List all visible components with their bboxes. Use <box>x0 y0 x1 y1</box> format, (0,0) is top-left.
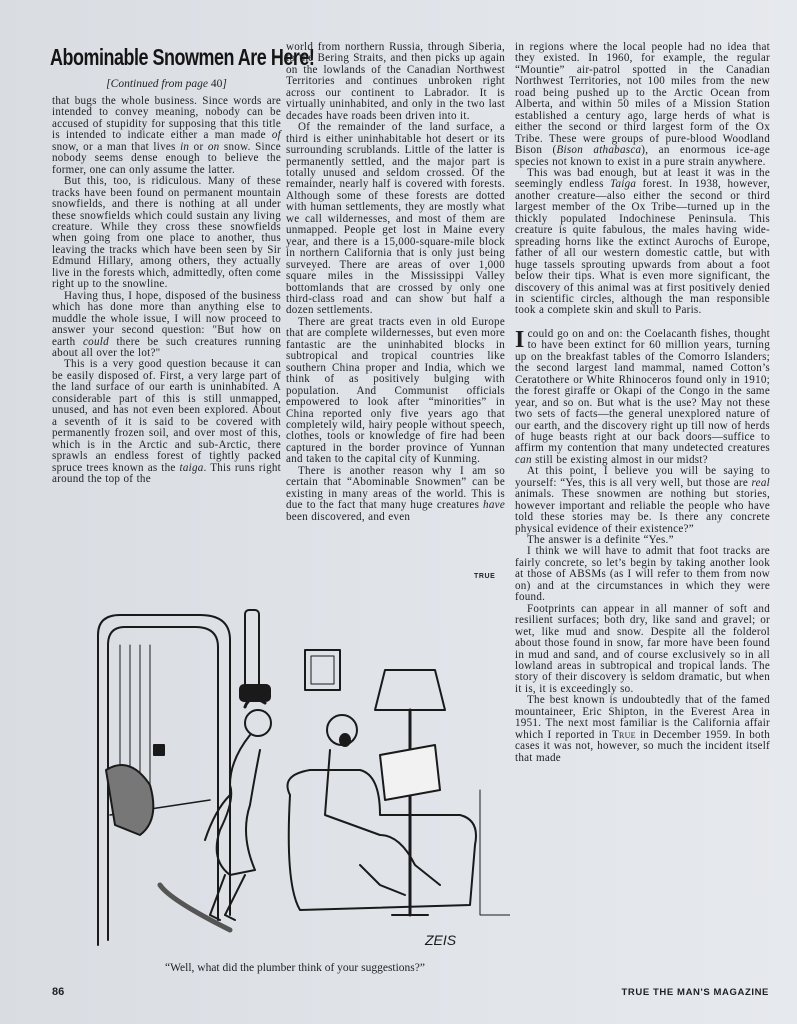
italic-text: on <box>207 140 220 153</box>
paragraph <box>52 96 281 176</box>
italic-text: taiga <box>179 461 204 474</box>
text-column-1 <box>52 96 281 485</box>
paragraph <box>515 546 770 603</box>
drop-cap: I <box>515 326 525 353</box>
italic-text: real <box>751 476 770 489</box>
cartoonist-signature: ZEIS <box>425 932 457 948</box>
text-run: But this, too, is ridiculous. Many of these tracks have been found on permanent mountain snowfields, and there is nothing at all under these snowfields which could sustain any living creature. While they cross these snowfields when going from one place to another, thus leaving the tracks which have been seen by Sir Edmund Hillary, among others, they actually live in the forests which, admittedly, often come right up to the snowline. <box>52 175 281 291</box>
continued-suffix: ] <box>222 78 227 90</box>
man-in-armchair <box>288 715 477 910</box>
doorway <box>98 615 230 945</box>
text-run: True <box>612 728 636 741</box>
text-run: There are great tracts even in old Europe that are complete wildernesses, but even more fantastic are the uninhabited blocks in subtropical and tropical countries like southern China proper and India, which we think of as positively bulging with population. And Communist officials empowered to look after “minorities” in China reported only five years ago that completely wild, hairy people without speech, clothes, tools or knowledge of fire had been captured in the border province of Yunnan and taken to the capital city of Kunming. <box>286 315 505 466</box>
paragraph <box>515 42 770 168</box>
text-run: that bugs the whole business. Since words are intended to convey meaning, nobody can be accused of stupidity for supposing that this title is intended to indicate either a man made <box>52 95 281 142</box>
italic-text: Taiga <box>610 178 637 191</box>
magazine-footer: TRUE THE MAN'S MAGAZINE <box>621 987 769 998</box>
text-run: Of the remainder of the land surface, a third is either uninhabitable hot desert or its surrounding scrublands. Little of the latter is permanently settled, and the major part is totally unused and seldom crossed. Of the remainder, nearly half is covered with forests. Although some of these forests are dotted with human settlements, they are mostly what we call wildernesses, and most of them are unmapped. People get lost in Maine every year, and there is a 15,000-square-mile block in northern California that is only just being surveyed. There are areas of over 1,000 square miles in the Mississippi Valley bottomlands that are crossed by only one third-class road and can show but half a dozen settlements. <box>286 121 505 317</box>
text-run: in regions where the local people had no idea that they existed. In 1960, for example, the regular “Mountie” air-patrol spotted in the Canadian Northwest Territories, not 100 miles from the new road being pushed up to the Arctic Ocean from Alberta, and within 50 miles of a Mission Station established a century ago, large herds of what is either the second or third largest form of the Ox Tribe. These were groups of pure-blood Woodland Bison ( <box>515 41 770 157</box>
text-run: I think we will have to admit that foot tracks are fairly concrete, so let’s begin by taking another look at those of ABSMs (as I will refer to them from now on) and at the circumstances in which they were found. <box>515 545 770 604</box>
picture-frame <box>305 650 340 690</box>
text-run: snow. Since nobody seems dense enough to believe the former, one can only assume the latter. <box>52 140 281 176</box>
text-run: . This runs right around the top of the <box>52 461 281 485</box>
paragraph <box>52 359 281 485</box>
text-column-2 <box>286 42 505 523</box>
text-run: ), an enormous ice-age species not known to exist in a pure strain anywhere. <box>515 144 770 168</box>
text-run: still be existing almost in our midst? <box>531 453 708 466</box>
wall-phone <box>240 610 270 701</box>
italic-text: could <box>83 335 109 348</box>
text-run: animals. These snowmen are nothing but stories, however important and reliable the people who have told these stories may be. Is there any concrete physical evidence of their existence?” <box>515 488 770 535</box>
paragraph <box>515 466 770 535</box>
page-number: 86 <box>52 986 65 998</box>
text-run: Having thus, I hope, disposed of the business which has done more than anything else to muddle the whole issue, I will now proceed to answer your second question: "But how on earth <box>52 289 281 348</box>
paragraph <box>286 466 505 523</box>
text-run: Footprints can appear in all manner of soft and resilient surfaces; both dry, like sand and gravel; or wet, like mud and snow. Despite all the folderol about those found in snow, far more have been found in mud and sand, and of course exclusively so in all lowland areas in subtropical and tropical lands. The story of their discovery is seldom dramatic, but when it is, it is exceedingly so. <box>515 602 770 695</box>
text-run: forest. In 1938, however, another creature—also either the second or third largest member of the Ox Tribe—turned up in the thickly populated Indochinese Peninsula. This creature is quite fabulous, the males having wide-spreading horns like the extinct Aurochs of Europe, father of all our western domestic cattle, but with huge tassels sprouting upwards from about a foot below their tips. What is even more significant, the discovery of this animal was at first positively denied in scientific circles, although the man responsible took a complete skin and skull to Paris. <box>515 178 770 317</box>
text-run: snow, or a man that lives <box>52 140 181 153</box>
text-run: This is a very good question because it can be easily disposed of. First, a very large part of the land surface of our earth is uninhabited. A considerable part of this is still unmapped, unused, and has not even been explored. About a seventh of it is said to be covered with permanently frozen soil, and over most of this, which is in the Arctic and sub-Arctic, there sprawls an endless forest of tightly packed spruce trees known as the <box>52 358 281 474</box>
paragraph <box>515 326 770 466</box>
paragraph <box>52 291 281 360</box>
cartoon-caption: “Well, what did the plumber think of your suggestions?” <box>164 962 425 974</box>
text-run: world from northern Russia, through Siberia, to the Bering Straits, and then picks up again on the lowlands of the Canadian Northwest Territories and continues unbroken right across our continent to Labrador. It is virtually uninhabited, and only in the two last decades have roads been driven into it. <box>286 41 505 122</box>
article-title: Abominable Snowmen Are Here! <box>50 44 315 70</box>
continued-from-note <box>52 78 281 90</box>
paragraph <box>286 317 505 466</box>
paragraph <box>515 604 770 696</box>
paragraph <box>286 122 505 317</box>
continued-prefix: [Continued from page <box>106 78 211 90</box>
paragraph <box>515 695 770 764</box>
italic-text: of <box>271 129 281 142</box>
paragraph <box>52 176 281 291</box>
text-column-3 <box>515 42 770 764</box>
text-run: in December 1959. In both cases it was not, however, so much the incident itself that made <box>515 728 770 764</box>
paragraph <box>286 42 505 122</box>
text-run: The best known is undoubtedly that of the famed mountaineer, Eric Shipton, in the Everest Area in 1951. The next most familiar is the California affair which I reported in <box>515 694 770 741</box>
italic-text: Bison athabasca <box>556 144 642 157</box>
italic-text: can <box>515 453 532 466</box>
text-run: There is another reason why I am so certain that “Abominable Snowmen” can be existing in many areas of the world. This is due to the fact that many huge creatures <box>286 464 505 512</box>
text-run: been discovered, and even <box>286 510 411 523</box>
paragraph <box>515 168 770 317</box>
text-run: could go on and on: the Coelacanth fishes, thought to have been extinct for 60 million years, turning up on the breakfast tables of the Comorro Islanders; the second largest land mammal, named Cotton’s Ceratothere or White Rhinoceros found only in 1910; the forest giraffe or Okapi of the Congo in the same year, and so on. But what is the use? May not these two sets of facts—the general unexplored nature of our earth, and the discovery right up till now of herds of huge beasts right at our back doors—suffice to affirm my contention that many undetected creatures <box>515 327 770 455</box>
text-run: At this point, I believe you will be saying to yourself: “Yes, this is all very well, but those are <box>515 465 770 489</box>
column-true-label: TRUE <box>474 573 496 580</box>
woman-figure <box>205 699 271 920</box>
cartoon-illustration <box>80 585 510 950</box>
text-run: there be such creatures running about all over the lot?" <box>52 335 282 359</box>
text-run: This was bad enough, but at least it was in the seemingly endless <box>515 166 770 191</box>
text-run: or <box>189 140 208 153</box>
continued-page-number: 40 <box>210 78 223 90</box>
italic-text: have <box>483 499 505 512</box>
text-run: The answer is a definite “Yes.” <box>527 534 674 547</box>
italic-text: in <box>180 140 190 153</box>
